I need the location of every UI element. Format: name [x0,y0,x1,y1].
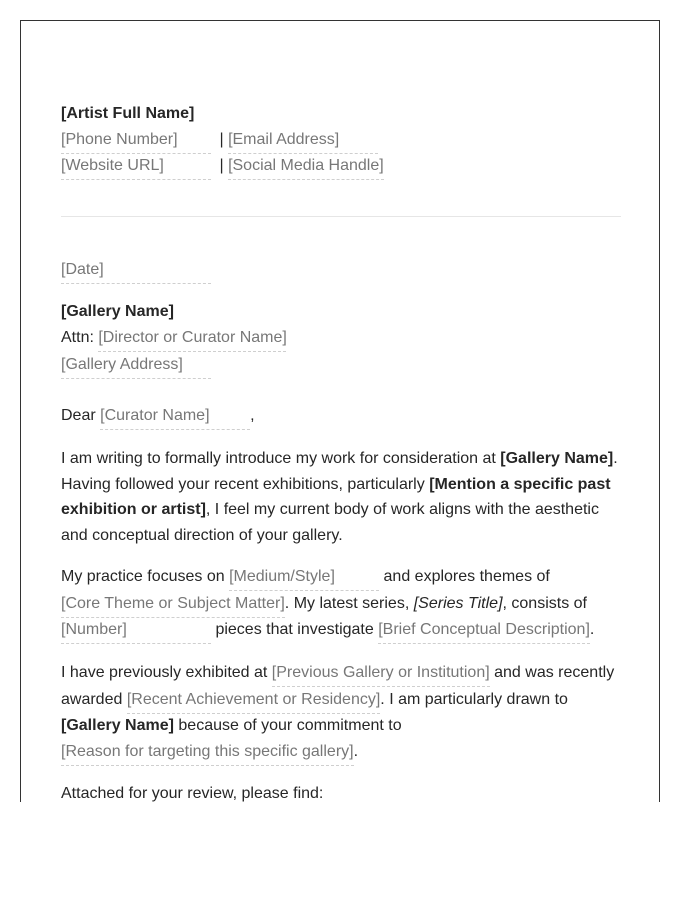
p1-line-2 [61,475,611,495]
prev-gallery-field[interactable]: [Previous Gallery or Institution] [272,663,490,687]
theme-field[interactable]: [Core Theme or Subject Matter] [61,594,285,618]
p2-text: , consists of [502,595,587,612]
series-title: [Series Title] [413,595,503,612]
attn-label: Attn: [61,329,94,346]
email-field[interactable]: [Email Address] [228,130,378,154]
p3-text: awarded [61,691,123,708]
phone-field[interactable]: [Phone Number] [61,130,211,154]
salutation-comma: , [250,407,255,424]
contact-line-1 [61,130,378,150]
date-field[interactable]: [Date] [61,260,211,284]
p2-text: pieces that investigate [215,621,374,638]
p1-text: , I feel my current body of work aligns with the aesthetic [205,501,599,518]
p3-gallery-name: [Gallery Name] [61,717,174,734]
date-line [61,260,211,280]
p1-gallery-name: [Gallery Name] [500,450,614,467]
address-line [61,355,211,375]
curator-name-field[interactable]: [Curator Name] [100,406,250,430]
number-field[interactable]: [Number] [61,620,211,644]
p3-line-2 [61,690,568,710]
p2-text: My practice focuses on [61,568,225,585]
p1-line-1 [61,449,618,469]
attn-line [61,328,286,348]
medium-field[interactable]: [Medium/Style] [229,567,379,591]
salutation [61,406,255,426]
gallery-address-field[interactable]: [Gallery Address] [61,355,211,379]
p1-mention: exhibition or artist] [61,501,206,518]
achievement-field[interactable]: [Recent Achievement or Residency] [127,690,380,714]
p1-line-4: and conceptual direction of your gallery. [61,527,343,544]
social-field[interactable]: [Social Media Handle] [228,156,384,180]
p2-text: and explores themes of [383,568,550,585]
p1-text: Having followed your recent exhibitions, particularly [61,476,430,493]
website-field[interactable]: [Website URL] [61,156,211,180]
p3-line-3 [61,716,402,736]
p2-period: . [589,621,595,638]
p2-line-1 [61,567,550,587]
artist-name: [Artist Full Name] [61,105,195,122]
p2-text: . My latest series, [284,595,410,612]
concept-field[interactable]: [Brief Conceptual Description] [378,620,590,644]
p3-text: . I am particularly drawn to [380,691,568,708]
attached-line: Attached for your review, please find: [61,785,324,802]
p3-text: because of your commitment to [178,717,402,734]
p3-text: I have previously exhibited at [61,664,268,681]
separator: | [219,157,224,174]
p3-line-4 [61,742,358,762]
reason-field[interactable]: [Reason for targeting this specific gallery] [61,742,354,766]
curator-field[interactable]: [Director or Curator Name] [98,328,286,352]
letter-page [20,20,660,802]
p3-period: . [353,743,359,760]
p3-text: and was recently [494,664,615,681]
p1-text: I am writing to formally introduce my work for consideration at [61,450,501,467]
p1-period: . [613,450,618,467]
contact-line-2 [61,156,384,176]
separator: | [219,131,224,148]
p1-mention: [Mention a specific past [429,476,611,493]
p2-line-3 [61,620,594,640]
header-divider [61,216,621,217]
p1-line-3 [61,500,599,520]
p2-line-2 [61,594,587,614]
gallery-name: [Gallery Name] [61,303,174,320]
p3-line-1 [61,663,614,683]
dear-text: Dear [61,407,96,424]
